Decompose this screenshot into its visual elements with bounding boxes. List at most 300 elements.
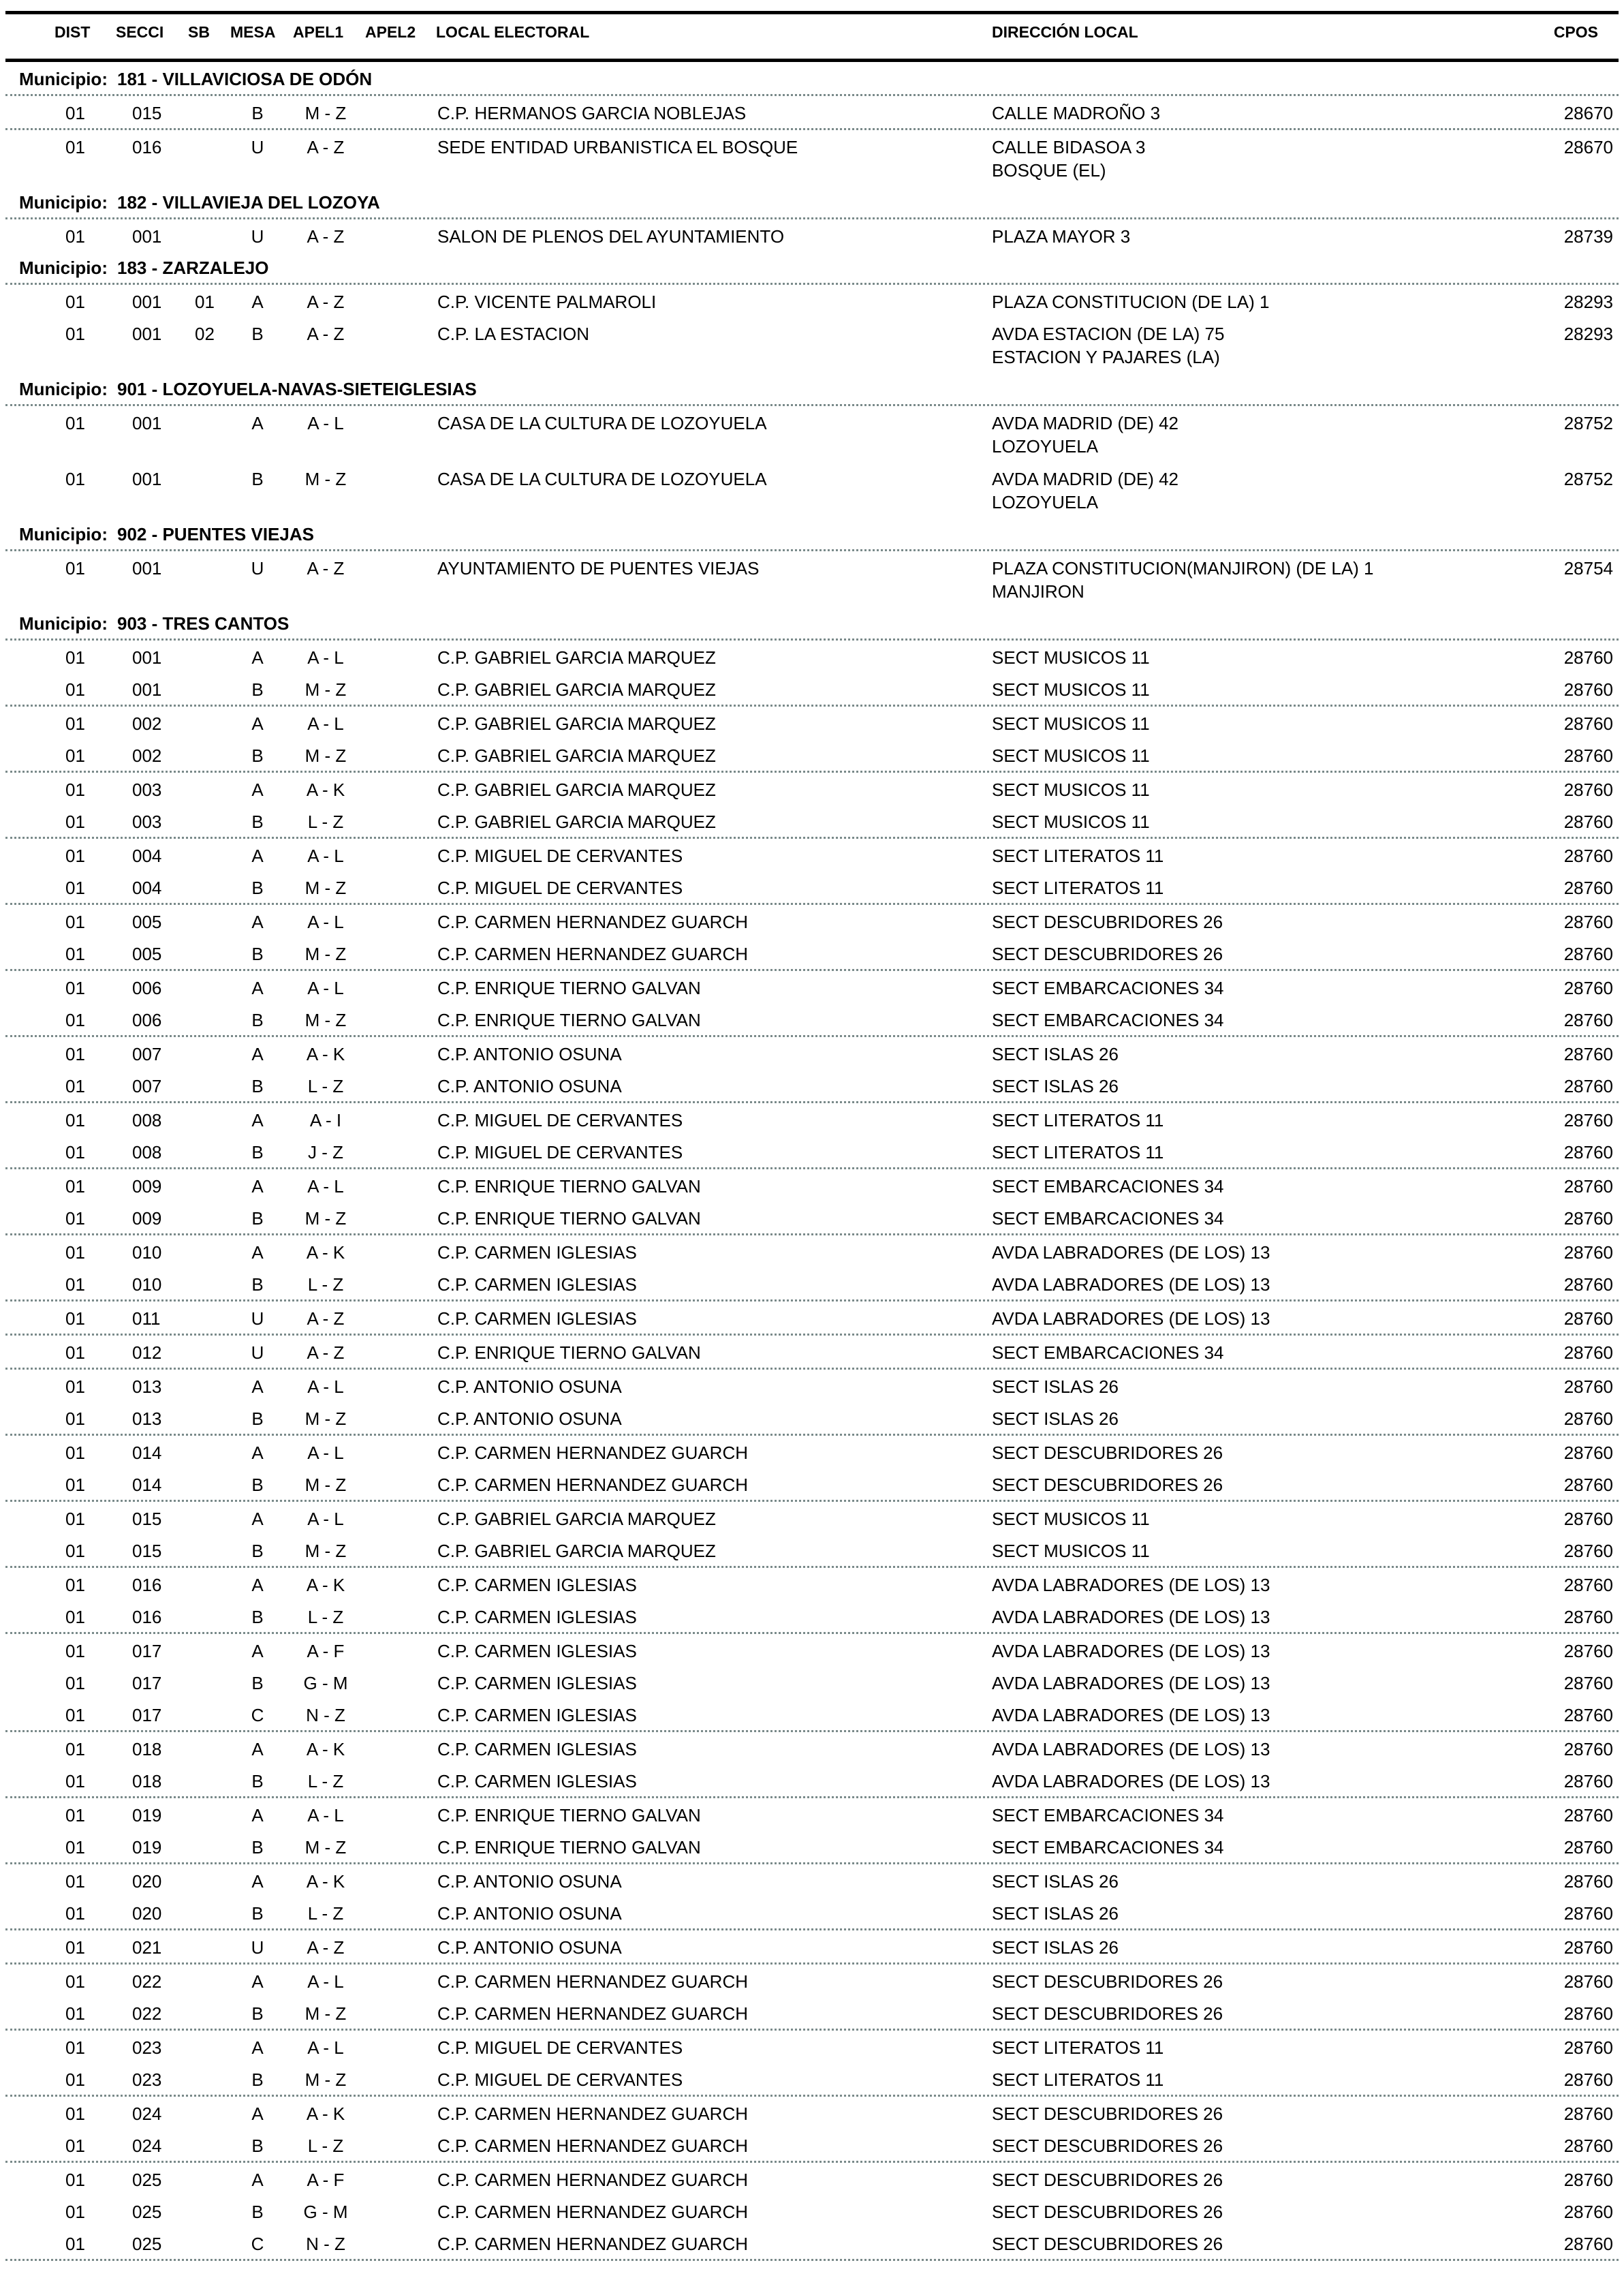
cell-direccion: SECT LITERATOS 11 xyxy=(992,878,1164,898)
table-row xyxy=(5,1930,1619,1962)
cell-secci: 025 xyxy=(132,2234,162,2254)
cell-apel1: A - K xyxy=(306,1242,345,1263)
cell-apel1: A - Z xyxy=(307,324,345,344)
cell-cpos: 28670 xyxy=(1563,137,1613,157)
municipio-name: 901 - LOZOYUELA-NAVAS-SIETEIGLESIAS xyxy=(116,379,477,399)
municipio-label: Municipio: xyxy=(19,192,108,213)
cell-secci: 003 xyxy=(132,780,162,800)
cell-dist: 01 xyxy=(65,1805,85,1826)
cell-mesa: B xyxy=(251,2136,264,2156)
cell-local-electoral: C.P. CARMEN HERNANDEZ GUARCH xyxy=(437,2202,749,2222)
table-row xyxy=(5,1301,1619,1334)
cell-sb: 01 xyxy=(195,292,215,312)
cell-secci: 010 xyxy=(132,1242,162,1263)
municipio-label: Municipio: xyxy=(19,258,108,278)
cell-cpos: 28760 xyxy=(1563,679,1613,700)
cell-secci: 001 xyxy=(132,679,162,700)
cell-secci: 011 xyxy=(132,1308,161,1329)
cell-secci: 006 xyxy=(132,1010,162,1030)
cell-dist: 01 xyxy=(65,2037,85,2058)
cell-secci: 015 xyxy=(132,1509,162,1529)
cell-direccion: SECT EMBARCACIONES 34 xyxy=(992,1208,1224,1229)
cell-direccion: SECT LITERATOS 11 xyxy=(992,2037,1164,2058)
cell-direccion: AVDA LABRADORES (DE LOS) 13 xyxy=(992,1274,1270,1295)
cell-local-electoral: C.P. CARMEN HERNANDEZ GUARCH xyxy=(437,1443,749,1463)
cell-dist: 01 xyxy=(65,1771,85,1791)
cell-direccion: SECT EMBARCACIONES 34 xyxy=(992,1805,1224,1826)
cell-secci: 010 xyxy=(132,1274,162,1295)
cell-mesa: U xyxy=(251,137,264,157)
cell-apel1: M - Z xyxy=(304,745,347,766)
cell-apel1: L - Z xyxy=(307,1274,344,1295)
cell-apel1: L - Z xyxy=(307,2136,344,2156)
cell-dist: 01 xyxy=(65,745,85,766)
cell-direccion: SECT EMBARCACIONES 34 xyxy=(992,978,1224,998)
cell-dist: 01 xyxy=(65,1208,85,1229)
cell-secci: 017 xyxy=(132,1673,162,1693)
cell-local-electoral: C.P. ENRIQUE TIERNO GALVAN xyxy=(437,978,701,998)
cell-mesa: U xyxy=(251,558,264,579)
cell-direccion: SECT ISLAS 26 xyxy=(992,1871,1119,1892)
cell-local-electoral: C.P. CARMEN HERNANDEZ GUARCH xyxy=(437,2003,749,2024)
cell-dist: 01 xyxy=(65,1937,85,1958)
cell-dist: 01 xyxy=(65,1837,85,1858)
cell-direccion: PLAZA CONSTITUCION (DE LA) 1 xyxy=(992,292,1270,312)
municipio-name: 902 - PUENTES VIEJAS xyxy=(116,524,314,544)
cell-secci: 014 xyxy=(132,1475,162,1495)
cell-cpos: 28760 xyxy=(1563,1076,1613,1096)
cell-cpos: 28670 xyxy=(1563,103,1613,123)
cell-secci: 007 xyxy=(132,1044,162,1064)
table-row xyxy=(5,1764,1619,1796)
section-group xyxy=(5,2095,1619,2161)
cell-direccion: SECT DESCUBRIDORES 26 xyxy=(992,1971,1223,1992)
cell-mesa: A xyxy=(251,713,264,734)
cell-mesa: C xyxy=(251,2234,264,2254)
table-row xyxy=(5,1370,1619,1402)
cell-secci: 020 xyxy=(132,1903,162,1924)
cell-apel1: L - Z xyxy=(307,1076,344,1096)
cell-mesa: B xyxy=(251,812,264,832)
cell-apel1: M - Z xyxy=(304,2003,347,2024)
cell-dist: 01 xyxy=(65,812,85,832)
cell-mesa: B xyxy=(251,1475,264,1495)
table-row xyxy=(5,1864,1619,1896)
cell-mesa: A xyxy=(251,647,264,668)
cell-mesa: B xyxy=(251,324,264,344)
cell-dist: 01 xyxy=(65,713,85,734)
cell-dist: 01 xyxy=(65,226,85,247)
cell-dist: 01 xyxy=(65,1705,85,1725)
cell-secci: 005 xyxy=(132,912,162,932)
cell-direccion: SECT DESCUBRIDORES 26 xyxy=(992,2202,1223,2222)
table-row xyxy=(5,871,1619,903)
cell-cpos: 28752 xyxy=(1563,413,1613,433)
cell-mesa: A xyxy=(251,1805,264,1826)
cell-secci: 001 xyxy=(132,226,162,247)
table-row xyxy=(5,937,1619,969)
cell-apel1: A - L xyxy=(307,1376,344,1397)
cell-local-electoral: SALON DE PLENOS DEL AYUNTAMIENTO xyxy=(437,226,785,247)
table-row xyxy=(5,1830,1619,1862)
cell-apel1: A - F xyxy=(307,1641,345,1661)
cell-dist: 01 xyxy=(65,324,85,344)
cell-cpos: 28760 xyxy=(1563,944,1613,964)
cell-direccion: SECT DESCUBRIDORES 26 xyxy=(992,2104,1223,2124)
table-row xyxy=(5,2195,1619,2227)
table-row xyxy=(5,1037,1619,1069)
cell-mesa: A xyxy=(251,1110,264,1130)
cell-mesa: A xyxy=(251,2104,264,2124)
cell-secci: 005 xyxy=(132,944,162,964)
table-row xyxy=(5,1468,1619,1500)
cell-dist: 01 xyxy=(65,1903,85,1924)
cell-dist: 01 xyxy=(65,1176,85,1197)
section-group xyxy=(5,1334,1619,1368)
cell-local-electoral: C.P. CARMEN IGLESIAS xyxy=(437,1308,637,1329)
cell-apel1: M - Z xyxy=(304,944,347,964)
section-group xyxy=(5,638,1619,705)
section-group xyxy=(5,549,1619,607)
cell-secci: 020 xyxy=(132,1871,162,1892)
cell-secci: 016 xyxy=(132,1575,162,1595)
cell-cpos: 28760 xyxy=(1563,1705,1613,1725)
cell-direccion: AVDA LABRADORES (DE LOS) 13 xyxy=(992,1308,1270,1329)
cell-direccion: SECT DESCUBRIDORES 26 xyxy=(992,2234,1223,2254)
cell-cpos: 28760 xyxy=(1563,1242,1613,1263)
municipio-heading xyxy=(0,63,1624,94)
table-row xyxy=(5,1666,1619,1698)
cell-mesa: B xyxy=(251,1903,264,1924)
cell-local-electoral: CASA DE LA CULTURA DE LOZOYUELA xyxy=(437,413,767,433)
section-group xyxy=(5,1233,1619,1299)
cell-direccion: AVDA LABRADORES (DE LOS) 13 xyxy=(992,1739,1270,1759)
cell-secci: 019 xyxy=(132,1805,162,1826)
cell-direccion: SECT MUSICOS 11 xyxy=(992,780,1150,800)
cell-dist: 01 xyxy=(65,2202,85,2222)
cell-mesa: B xyxy=(251,2003,264,2024)
cell-secci: 006 xyxy=(132,978,162,998)
cell-local-electoral: C.P. LA ESTACION xyxy=(437,324,590,344)
cell-local-electoral: C.P. MIGUEL DE CERVANTES xyxy=(437,2069,683,2090)
table-row xyxy=(5,317,1619,373)
cell-dist: 01 xyxy=(65,1475,85,1495)
cell-local-electoral: C.P. CARMEN IGLESIAS xyxy=(437,1274,637,1295)
cell-apel1: A - K xyxy=(306,1739,345,1759)
cell-cpos: 28760 xyxy=(1563,745,1613,766)
cell-direccion: AVDA LABRADORES (DE LOS) 13 xyxy=(992,1771,1270,1791)
header-dist: DIST xyxy=(54,23,91,41)
cell-cpos: 28760 xyxy=(1563,2234,1613,2254)
header-apel1: APEL1 xyxy=(293,23,344,41)
section-group xyxy=(5,705,1619,771)
cell-direccion: AVDA LABRADORES (DE LOS) 13 xyxy=(992,1705,1270,1725)
cell-cpos: 28760 xyxy=(1563,2136,1613,2156)
cell-apel1: A - L xyxy=(307,1509,344,1529)
cell-direccion: SECT MUSICOS 11 xyxy=(992,1541,1150,1561)
section-group xyxy=(5,1035,1619,1101)
table-row xyxy=(5,1698,1619,1730)
cell-mesa: B xyxy=(251,679,264,700)
table-row xyxy=(5,2097,1619,2129)
cell-local-electoral: C.P. CARMEN IGLESIAS xyxy=(437,1575,637,1595)
municipio-name: 183 - ZARZALEJO xyxy=(116,258,269,278)
municipio-label: Municipio: xyxy=(19,524,108,544)
table-row xyxy=(5,285,1619,317)
cell-direccion: SECT LITERATOS 11 xyxy=(992,846,1164,866)
cell-direccion: SECT EMBARCACIONES 34 xyxy=(992,1010,1224,1030)
cell-local-electoral: C.P. MIGUEL DE CERVANTES xyxy=(437,1110,683,1130)
cell-local-electoral: C.P. GABRIEL GARCIA MARQUEZ xyxy=(437,713,716,734)
cell-local-electoral: C.P. ENRIQUE TIERNO GALVAN xyxy=(437,1342,701,1363)
cell-dist: 01 xyxy=(65,1242,85,1263)
section-group xyxy=(5,903,1619,969)
cell-local-electoral: C.P. CARMEN HERNANDEZ GUARCH xyxy=(437,1971,749,1992)
cell-cpos: 28760 xyxy=(1563,2069,1613,2090)
cell-local-electoral: C.P. ENRIQUE TIERNO GALVAN xyxy=(437,1208,701,1229)
cell-local-electoral: C.P. ANTONIO OSUNA xyxy=(437,1937,622,1958)
cell-mesa: A xyxy=(251,2170,264,2190)
cell-cpos: 28760 xyxy=(1563,1208,1613,1229)
cell-local-electoral: C.P. CARMEN IGLESIAS xyxy=(437,1705,637,1725)
cell-direccion: SECT LITERATOS 11 xyxy=(992,1110,1164,1130)
cell-cpos: 28760 xyxy=(1563,780,1613,800)
cell-mesa: A xyxy=(251,413,264,433)
cell-dist: 01 xyxy=(65,1575,85,1595)
cell-apel1: A - K xyxy=(306,1575,345,1595)
cell-apel1: A - Z xyxy=(307,137,345,157)
section-group xyxy=(5,1862,1619,1928)
section-group xyxy=(5,128,1619,186)
cell-dist: 01 xyxy=(65,1739,85,1759)
cell-cpos: 28760 xyxy=(1563,1641,1613,1661)
table-row xyxy=(5,1003,1619,1035)
cell-dist: 01 xyxy=(65,469,85,489)
table-row xyxy=(5,1336,1619,1368)
cell-cpos: 28760 xyxy=(1563,1308,1613,1329)
cell-secci: 009 xyxy=(132,1176,162,1197)
cell-secci: 007 xyxy=(132,1076,162,1096)
cell-mesa: B xyxy=(251,2202,264,2222)
table-row xyxy=(5,971,1619,1003)
table-row xyxy=(5,2129,1619,2161)
cell-cpos: 28760 xyxy=(1563,1408,1613,1429)
cell-local-electoral: C.P. GABRIEL GARCIA MARQUEZ xyxy=(437,647,716,668)
table-row xyxy=(5,130,1619,186)
cell-mesa: A xyxy=(251,912,264,932)
cell-apel1: A - Z xyxy=(307,226,345,247)
cell-direccion: PLAZA MAYOR 3 xyxy=(992,226,1131,247)
cell-secci: 001 xyxy=(132,324,162,344)
table-row xyxy=(5,1169,1619,1201)
cell-dist: 01 xyxy=(65,1871,85,1892)
cell-dist: 01 xyxy=(65,1971,85,1992)
cell-cpos: 28754 xyxy=(1563,558,1613,579)
table-header xyxy=(0,23,1624,48)
section-group xyxy=(5,1730,1619,1796)
municipio-heading xyxy=(0,518,1624,549)
cell-local-electoral: C.P. ANTONIO OSUNA xyxy=(437,1871,622,1892)
table-row xyxy=(5,773,1619,805)
table-row xyxy=(5,551,1619,607)
cell-cpos: 28760 xyxy=(1563,846,1613,866)
header-secci: SECCI xyxy=(116,23,164,41)
cell-direccion: SECT EMBARCACIONES 34 xyxy=(992,1837,1224,1858)
cell-dist: 01 xyxy=(65,780,85,800)
cell-cpos: 28760 xyxy=(1563,1971,1613,1992)
cell-mesa: A xyxy=(251,1971,264,1992)
cell-apel1: A - K xyxy=(306,2104,345,2124)
cell-local-electoral: C.P. GABRIEL GARCIA MARQUEZ xyxy=(437,679,716,700)
cell-cpos: 28293 xyxy=(1563,324,1613,344)
cell-mesa: A xyxy=(251,292,264,312)
section-group xyxy=(5,1632,1619,1730)
cell-local-electoral: CASA DE LA CULTURA DE LOZOYUELA xyxy=(437,469,767,489)
cell-secci: 016 xyxy=(132,137,162,157)
cell-cpos: 28760 xyxy=(1563,1771,1613,1791)
cell-direccion: AVDA MADRID (DE) 42 LOZOYUELA xyxy=(992,469,1179,512)
cell-local-electoral: C.P. ENRIQUE TIERNO GALVAN xyxy=(437,1176,701,1197)
cell-secci: 015 xyxy=(132,1541,162,1561)
table-row xyxy=(5,2063,1619,2095)
cell-apel1: A - F xyxy=(307,2170,345,2190)
header-cpos: CPOS xyxy=(1553,23,1598,41)
cell-mesa: A xyxy=(251,846,264,866)
cell-cpos: 28760 xyxy=(1563,2104,1613,2124)
cell-apel1: N - Z xyxy=(306,1705,345,1725)
header-apel2: APEL2 xyxy=(365,23,416,41)
section-group xyxy=(5,1299,1619,1334)
cell-cpos: 28760 xyxy=(1563,812,1613,832)
cell-apel1: A - L xyxy=(307,2037,344,2058)
table-row xyxy=(5,1600,1619,1632)
cell-dist: 01 xyxy=(65,2069,85,2090)
cell-apel1: M - Z xyxy=(304,1408,347,1429)
cell-apel1: G - M xyxy=(303,2202,348,2222)
cell-direccion: SECT DESCUBRIDORES 26 xyxy=(992,2003,1223,2024)
cell-apel1: A - Z xyxy=(307,1308,345,1329)
cell-dist: 01 xyxy=(65,1308,85,1329)
table-row xyxy=(5,2163,1619,2195)
cell-secci: 023 xyxy=(132,2069,162,2090)
cell-cpos: 28760 xyxy=(1563,1805,1613,1826)
cell-direccion: AVDA LABRADORES (DE LOS) 13 xyxy=(992,1242,1270,1263)
cell-local-electoral: C.P. CARMEN HERNANDEZ GUARCH xyxy=(437,2136,749,2156)
cell-mesa: B xyxy=(251,2069,264,2090)
cell-local-electoral: C.P. GABRIEL GARCIA MARQUEZ xyxy=(437,1541,716,1561)
cell-apel1: M - Z xyxy=(304,1837,347,1858)
cell-secci: 022 xyxy=(132,2003,162,2024)
section-group xyxy=(5,1962,1619,2029)
cell-mesa: A xyxy=(251,1176,264,1197)
municipio-name: 181 - VILLAVICIOSA DE ODÓN xyxy=(116,69,373,89)
table-row xyxy=(5,96,1619,128)
table-row xyxy=(5,1965,1619,1997)
cell-local-electoral: C.P. GABRIEL GARCIA MARQUEZ xyxy=(437,745,716,766)
cell-secci: 009 xyxy=(132,1208,162,1229)
table-row xyxy=(5,1267,1619,1299)
cell-mesa: B xyxy=(251,1771,264,1791)
cell-mesa: B xyxy=(251,1673,264,1693)
cell-local-electoral: C.P. ANTONIO OSUNA xyxy=(437,1903,622,1924)
cell-direccion: SECT ISLAS 26 xyxy=(992,1903,1119,1924)
cell-direccion: CALLE BIDASOA 3 BOSQUE (EL) xyxy=(992,137,1146,181)
cell-apel1: A - Z xyxy=(307,292,345,312)
table-row xyxy=(5,1502,1619,1534)
cell-mesa: A xyxy=(251,1641,264,1661)
cell-apel1: A - Z xyxy=(307,558,345,579)
cell-apel1: M - Z xyxy=(304,1208,347,1229)
cell-local-electoral: C.P. GABRIEL GARCIA MARQUEZ xyxy=(437,1509,716,1529)
top-rule xyxy=(5,11,1619,14)
cell-dist: 01 xyxy=(65,846,85,866)
cell-direccion: AVDA LABRADORES (DE LOS) 13 xyxy=(992,1673,1270,1693)
cell-direccion: SECT EMBARCACIONES 34 xyxy=(992,1176,1224,1197)
cell-direccion: SECT ISLAS 26 xyxy=(992,1044,1119,1064)
cell-cpos: 28760 xyxy=(1563,1443,1613,1463)
cell-mesa: A xyxy=(251,1242,264,1263)
cell-cpos: 28760 xyxy=(1563,1176,1613,1197)
cell-local-electoral: C.P. CARMEN IGLESIAS xyxy=(437,1242,637,1263)
cell-local-electoral: AYUNTAMIENTO DE PUENTES VIEJAS xyxy=(437,558,760,579)
cell-secci: 021 xyxy=(132,1937,162,1958)
section-group xyxy=(5,1368,1619,1434)
section-group xyxy=(5,2161,1619,2259)
cell-apel1: M - Z xyxy=(304,1475,347,1495)
cell-local-electoral: C.P. CARMEN IGLESIAS xyxy=(437,1673,637,1693)
cell-dist: 01 xyxy=(65,1076,85,1096)
cell-direccion: SECT DESCUBRIDORES 26 xyxy=(992,1443,1223,1463)
cell-apel1: L - Z xyxy=(307,1607,344,1627)
table-row xyxy=(5,839,1619,871)
cell-dist: 01 xyxy=(65,103,85,123)
cell-local-electoral: SEDE ENTIDAD URBANISTICA EL BOSQUE xyxy=(437,137,798,157)
cell-cpos: 28760 xyxy=(1563,647,1613,668)
section-group xyxy=(5,1566,1619,1632)
cell-local-electoral: C.P. CARMEN IGLESIAS xyxy=(437,1607,637,1627)
cell-mesa: U xyxy=(251,226,264,247)
cell-direccion: SECT EMBARCACIONES 34 xyxy=(992,1342,1224,1363)
cell-dist: 01 xyxy=(65,1607,85,1627)
cell-apel1: L - Z xyxy=(307,1903,344,1924)
cell-apel1: A - I xyxy=(309,1110,342,1130)
cell-apel1: L - Z xyxy=(307,812,344,832)
cell-local-electoral: C.P. CARMEN IGLESIAS xyxy=(437,1739,637,1759)
cell-dist: 01 xyxy=(65,1342,85,1363)
cell-cpos: 28760 xyxy=(1563,1110,1613,1130)
cell-direccion: SECT DESCUBRIDORES 26 xyxy=(992,1475,1223,1495)
cell-cpos: 28752 xyxy=(1563,469,1613,489)
section-group xyxy=(5,837,1619,903)
table-row xyxy=(5,2227,1619,2259)
cell-direccion: SECT ISLAS 26 xyxy=(992,1937,1119,1958)
cell-dist: 01 xyxy=(65,413,85,433)
municipio-label: Municipio: xyxy=(19,379,108,399)
cell-cpos: 28760 xyxy=(1563,1937,1613,1958)
cell-mesa: B xyxy=(251,944,264,964)
header-rule xyxy=(5,59,1619,62)
cell-secci: 017 xyxy=(132,1641,162,1661)
cell-secci: 025 xyxy=(132,2202,162,2222)
cell-secci: 001 xyxy=(132,292,162,312)
cell-apel1: N - Z xyxy=(306,2234,345,2254)
municipio-heading xyxy=(0,186,1624,217)
cell-dist: 01 xyxy=(65,1044,85,1064)
cell-cpos: 28760 xyxy=(1563,1475,1613,1495)
cell-cpos: 28739 xyxy=(1563,226,1613,247)
cell-apel1: A - K xyxy=(306,780,345,800)
cell-apel1: A - L xyxy=(307,1971,344,1992)
